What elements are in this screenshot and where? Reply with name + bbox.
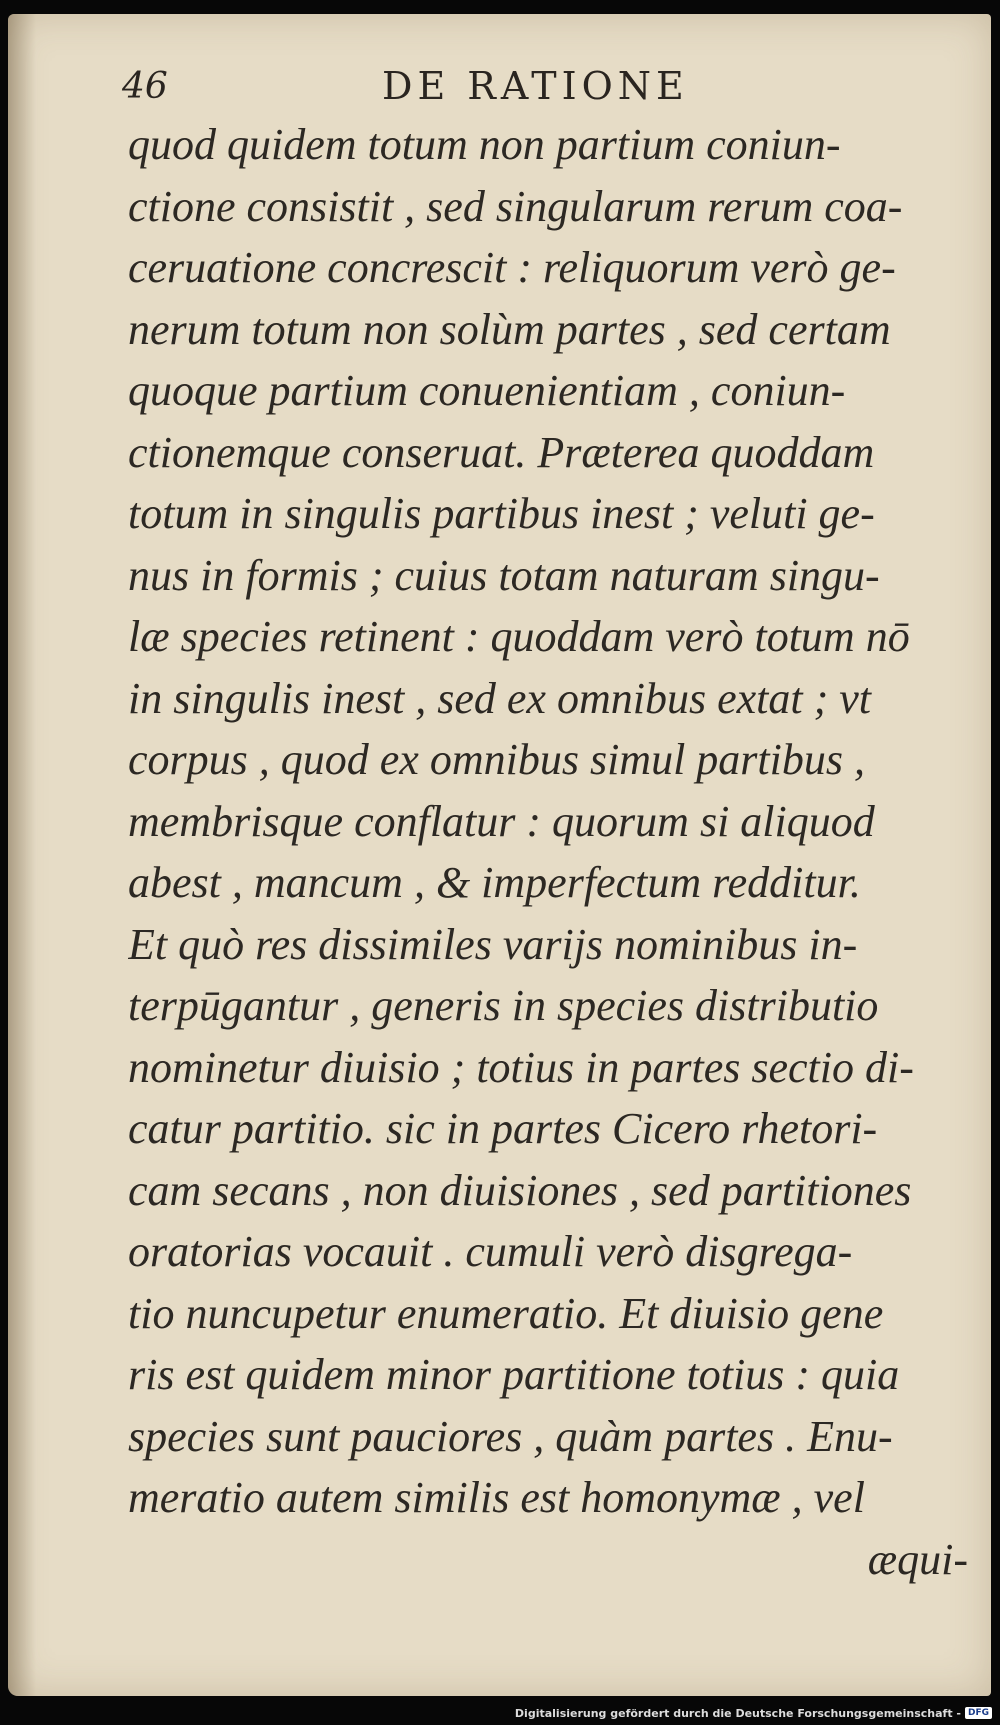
- text-line: catur partitio. sic in partes Cicero rhetori-: [128, 1104, 878, 1153]
- running-head: DE RATIONE: [382, 64, 689, 108]
- text-line: Et quò res dissimiles varijs nominibus in-: [128, 919, 858, 969]
- text-line: corpus , quod ex omnibus simul partibus ,: [128, 735, 865, 784]
- text-line: nominetur diuisio ; totius in partes sectio di-: [128, 1042, 914, 1092]
- digitization-credit: [0, 1701, 1000, 1725]
- text-line: abest , mancum , & imperfectum redditur.: [128, 858, 861, 907]
- text-line: nerum totum non solùm partes , sed certam: [128, 304, 891, 354]
- page-number: 46: [122, 66, 168, 107]
- text-line: membrisque conflatur : quorum si aliquod: [128, 796, 875, 846]
- text-line: totum in singulis partibus inest ; veluti ge-: [128, 489, 875, 538]
- text-line: ceruatione concrescit : reliquorum verò ge-: [128, 243, 896, 292]
- dfg-logo: DFG: [965, 1707, 992, 1719]
- text-line: læ species retinent : quoddam verò totum nō: [128, 612, 910, 661]
- text-line: nus in formis ; cuius totam naturam singu-: [128, 550, 880, 600]
- text-line: quoque partium conuenientiam , coniun-: [128, 366, 846, 415]
- text-line: oratorias vocauit . cumuli verò disgrega-: [128, 1227, 853, 1276]
- text-line: ris est quidem minor partitione totius : quia: [128, 1350, 900, 1399]
- text-line: ctionemque conseruat. Præterea quoddam: [128, 427, 875, 477]
- credit-text: Digitalisierung gefördert durch die Deutsche Forschungsgemeinschaft -: [514, 1706, 961, 1720]
- text-line: cam secans , non diuisiones , sed partitiones: [128, 1165, 912, 1215]
- body-text: [128, 114, 968, 1590]
- catchword: æqui-: [867, 1534, 968, 1584]
- text-line: tio nuncupetur enumeratio. Et diuisio gene: [128, 1288, 884, 1338]
- book-page: [8, 14, 991, 1696]
- text-line: quod quidem totum non partium coniun-: [128, 120, 841, 169]
- text-line: ctione consistit , sed singularum rerum coa-: [128, 181, 903, 231]
- text-line: terpūgantur , generis in species distributio: [128, 981, 879, 1030]
- text-line: species sunt pauciores , quàm partes . Enu-: [128, 1411, 893, 1461]
- text-line: meratio autem similis est homonymæ , vel: [128, 1473, 865, 1522]
- text-line: in singulis inest , sed ex omnibus extat ; vt: [128, 673, 871, 723]
- page-header: [122, 62, 911, 112]
